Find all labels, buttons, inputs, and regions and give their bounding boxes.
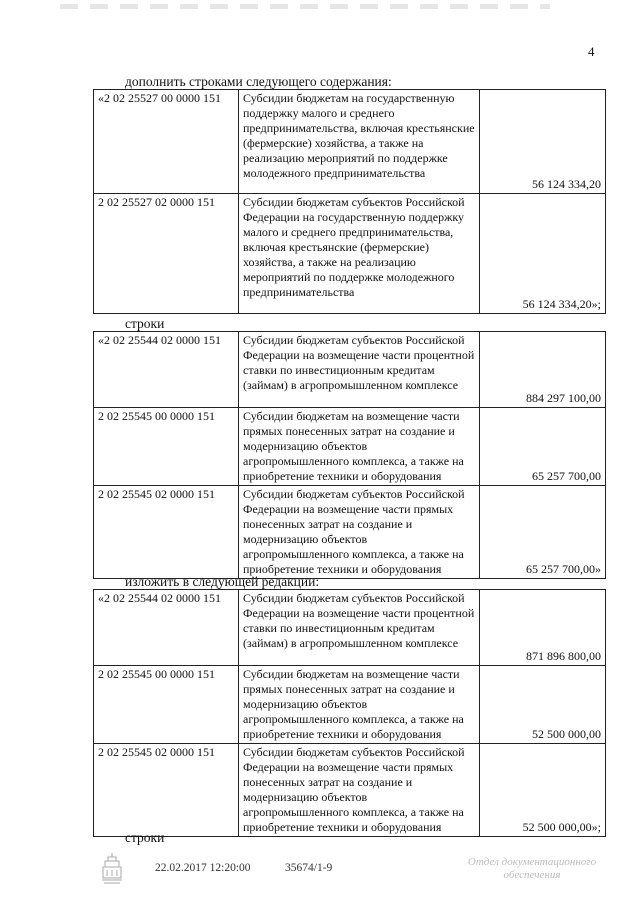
row-description: Субсидии бюджетам субъектов Российской Федерации на государственную поддержку малого и среднего предпринимательства, включая крестьянские (фермерские) хозяйства, а также на реализацию мероприятий по поддержке молодежного предпринимательства <box>239 194 480 314</box>
department-watermark: Отдел документационного обеспечения <box>467 856 597 881</box>
table-row <box>94 332 606 408</box>
building-stamp-icon <box>101 852 123 888</box>
row-description: Субсидии бюджетам субъектов Российской Федерации на возмещение части процентной ставки по инвестиционным кредитам (займам) в агропромышленном комплексе <box>239 590 480 666</box>
footer-doc-number: 35674/1-9 <box>285 862 333 874</box>
row-amount: 65 257 700,00 <box>480 408 606 486</box>
row-amount: 52 500 000,00 <box>480 666 606 744</box>
page-number: 4 <box>588 44 595 59</box>
row-description: Субсидии бюджетам на возмещение части прямых понесенных затрат на создание и модернизацию объектов агропромышленного комплекса, а также на приобретение техники и оборудования <box>239 408 480 486</box>
row-description: Субсидии бюджетам на возмещение части прямых понесенных затрат на создание и модернизацию объектов агропромышленного комплекса, а также на приобретение техники и оборудования <box>239 666 480 744</box>
table-row <box>94 590 606 666</box>
table-new-rows <box>93 589 606 837</box>
section-heading-rows: строки <box>125 316 165 331</box>
section-heading-new-edition: изложить в следующей редакции: <box>125 574 320 589</box>
row-amount: 65 257 700,00» <box>480 486 606 579</box>
footer-timestamp: 22.02.2017 12:20:00 <box>155 862 251 874</box>
row-amount: 52 500 000,00»; <box>480 744 606 837</box>
scan-artifact <box>60 4 550 9</box>
row-amount: 884 297 100,00 <box>480 332 606 408</box>
budget-code: 2 02 25545 02 0000 151 <box>94 486 239 579</box>
budget-code: «2 02 25544 02 0000 151 <box>94 590 239 666</box>
section-heading-add-rows: дополнить строками следующего содержания: <box>125 74 392 89</box>
budget-code: «2 02 25527 00 0000 151 <box>94 90 239 194</box>
row-description: Субсидии бюджетам субъектов Российской Федерации на возмещение части процентной ставки по инвестиционным кредитам (займам) в агропромышленном комплексе <box>239 332 480 408</box>
table-row <box>94 744 606 837</box>
table-row <box>94 408 606 486</box>
table-row <box>94 666 606 744</box>
table-row <box>94 90 606 194</box>
row-description: Субсидии бюджетам субъектов Российской Федерации на возмещение части прямых понесенных затрат на создание и модернизацию объектов агропромышленного комплекса, а также на приобретение техники и оборудования <box>239 486 480 579</box>
table-row <box>94 194 606 314</box>
row-amount: 871 896 800,00 <box>480 590 606 666</box>
table-add-rows <box>93 89 606 314</box>
budget-code: 2 02 25545 02 0000 151 <box>94 744 239 837</box>
budget-code: 2 02 25545 00 0000 151 <box>94 666 239 744</box>
budget-code: «2 02 25544 02 0000 151 <box>94 332 239 408</box>
row-amount: 56 124 334,20 <box>480 90 606 194</box>
row-description: Субсидии бюджетам субъектов Российской Федерации на возмещение части прямых понесенных затрат на создание и модернизацию объектов агропромышленного комплекса, а также на приобретение техники и оборудования <box>239 744 480 837</box>
budget-code: 2 02 25545 00 0000 151 <box>94 408 239 486</box>
budget-code: 2 02 25527 02 0000 151 <box>94 194 239 314</box>
row-amount: 56 124 334,20»; <box>480 194 606 314</box>
row-description: Субсидии бюджетам на государственную поддержку малого и среднего предпринимательства, включая крестьянские (фермерские) хозяйства, а также на реализацию мероприятий по поддержке молодежного предпринимательства <box>239 90 480 194</box>
table-old-rows <box>93 331 606 579</box>
table-row <box>94 486 606 579</box>
trailing-heading: строки <box>125 830 165 845</box>
